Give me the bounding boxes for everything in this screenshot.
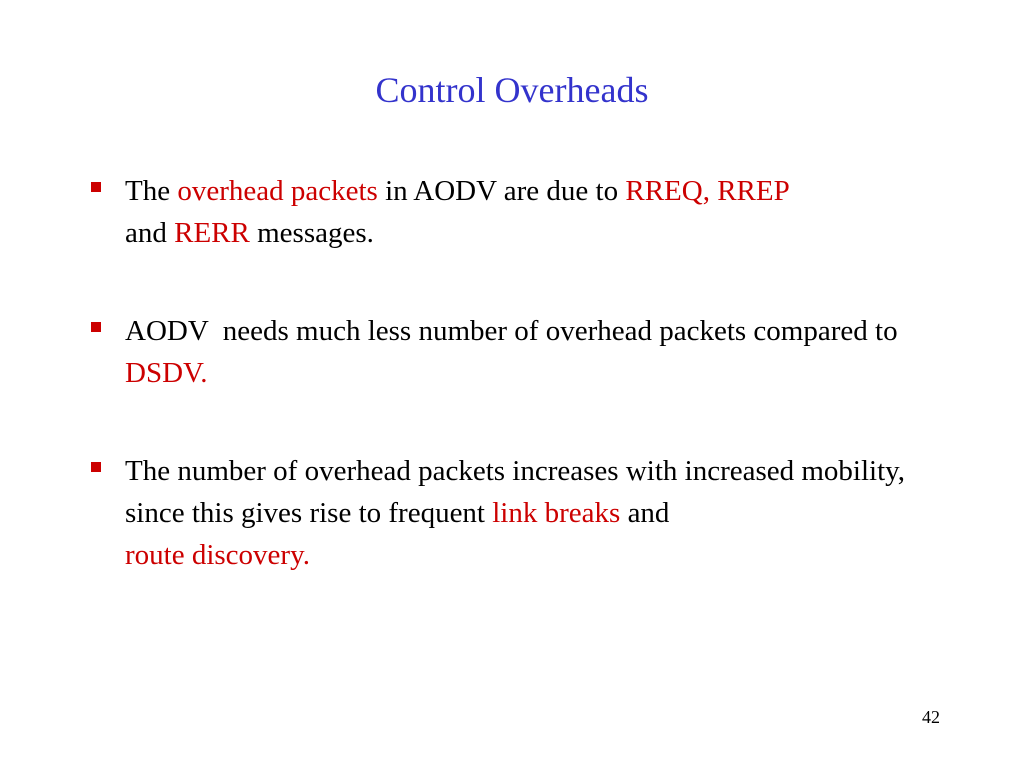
bullet-text xyxy=(125,175,790,249)
text-segment: The xyxy=(125,175,178,207)
highlighted-term: RERR xyxy=(174,217,250,249)
slide-title: Control Overheads xyxy=(375,70,649,110)
highlighted-term: DSDV. xyxy=(125,357,208,389)
highlighted-term: route discovery. xyxy=(125,539,310,571)
square-bullet-icon xyxy=(91,462,101,472)
highlighted-term: overhead packets xyxy=(177,175,378,207)
square-bullet-icon xyxy=(91,182,101,192)
bullet-text xyxy=(125,455,905,571)
square-bullet-icon xyxy=(91,322,101,332)
bullet-list xyxy=(88,170,948,576)
text-segment: messages. xyxy=(249,217,374,249)
text-segment: AODV needs much less number of overhead packets compared to xyxy=(125,315,905,347)
page-number: 42 xyxy=(922,707,940,727)
text-segment: and xyxy=(620,497,677,529)
bullet-item xyxy=(88,450,948,576)
bullet-text xyxy=(125,315,905,389)
text-segment: in AODV are due to xyxy=(377,175,626,207)
highlighted-term: link breaks xyxy=(492,497,621,529)
text-segment: The number of overhead packets increases with increased mobility, since this gives rise to frequent xyxy=(125,455,906,529)
bullet-item xyxy=(88,310,948,394)
bullet-item xyxy=(88,170,948,254)
highlighted-term: RREQ, RREP xyxy=(625,175,790,207)
text-segment: and xyxy=(125,217,175,249)
